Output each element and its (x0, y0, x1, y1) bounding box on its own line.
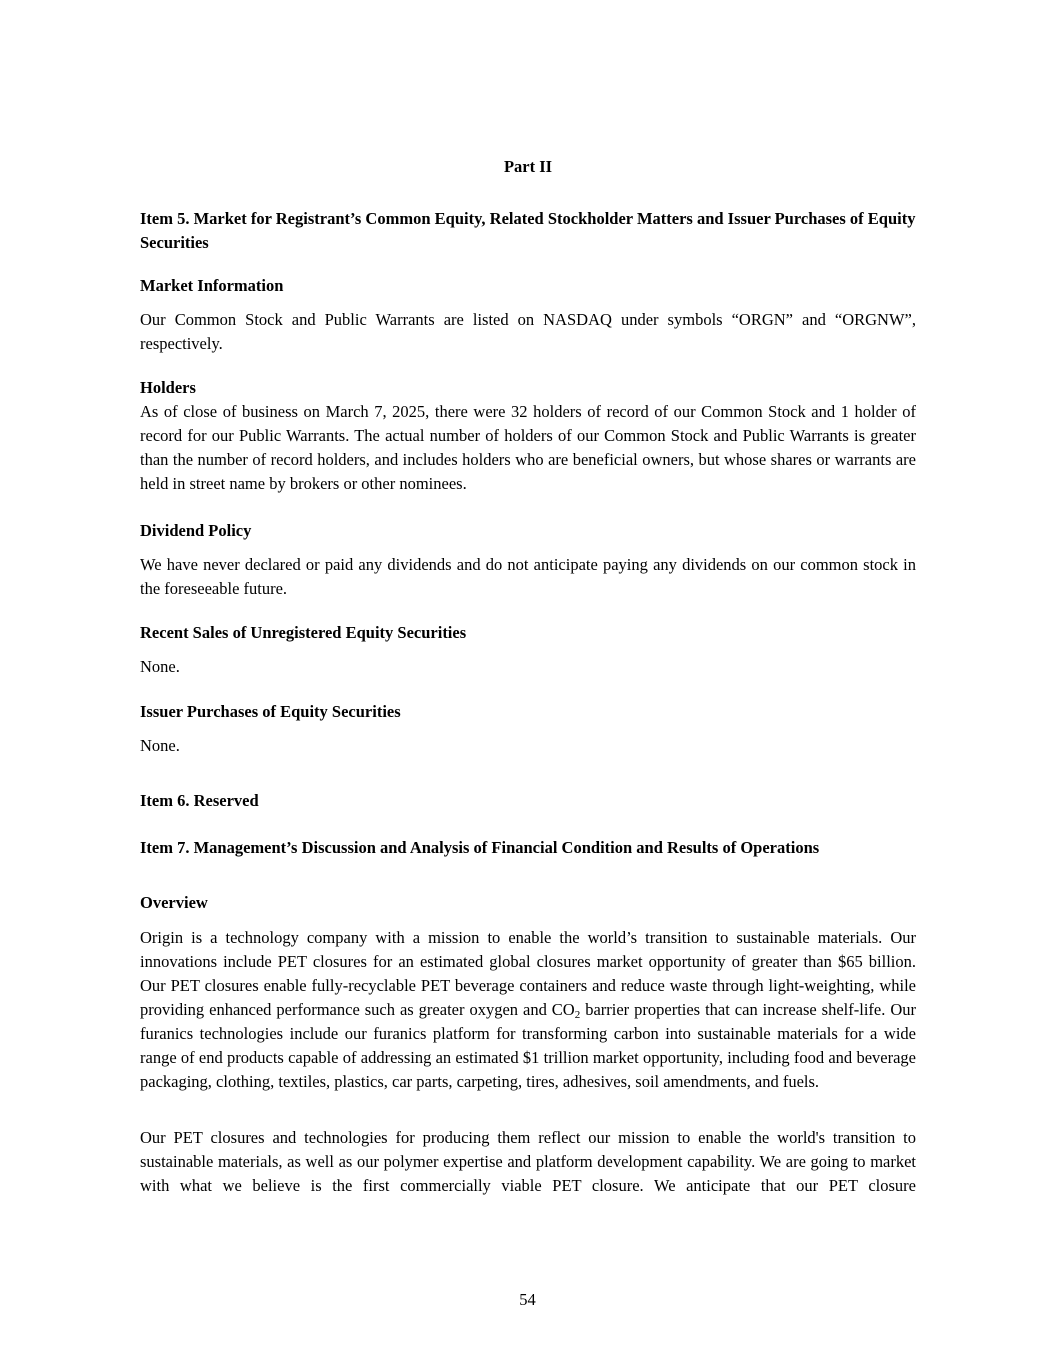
item7-heading: Item 7. Management’s Discussion and Analysis of Financial Condition and Results of Operations (140, 838, 820, 857)
holders-heading: Holders (140, 378, 196, 397)
overview-heading: Overview (140, 893, 208, 912)
item6-heading: Item 6. Reserved (140, 791, 259, 810)
market-information-text: Our Common Stock and Public Warrants are listed on NASDAQ under symbols “ORGN” and “ORGNW”, respectively. (140, 310, 916, 353)
recent-sales-heading: Recent Sales of Unregistered Equity Securities (140, 623, 467, 642)
recent-sales-text: None. (140, 657, 180, 676)
issuer-purchases-text: None. (140, 736, 180, 755)
overview-paragraph-1 (140, 926, 916, 1094)
overview-paragraph-1-part-a: Origin is a technology company with a mission to enable the world’s transition to sustainable materials. Our innovations include PET closures for an estimated global closures market opportunity of greater than $65 billion. Our PET closures enable fully-recyclable PET beverage containers and reduce waste through light-weighting, while providing enhanced performance such as greater oxygen and CO (140, 928, 916, 1019)
issuer-purchases-heading: Issuer Purchases of Equity Securities (140, 702, 401, 721)
holders-text: As of close of business on March 7, 2025, there were 32 holders of record of our Common Stock and 1 holder of record for our Public Warrants. The actual number of holders of our Common Stock and Public Warrants is greater than the number of record holders, and includes holders who are beneficial owners, but whose shares or warrants are held in street name by brokers or other nominees. (140, 402, 916, 493)
part-title: Part II (503, 157, 553, 176)
page-number: 54 (519, 1290, 536, 1309)
dividend-policy-text: We have never declared or paid any dividends and do not anticipate paying any dividends on our common stock in the foreseeable future. (140, 555, 916, 598)
dividend-policy-heading: Dividend Policy (140, 521, 252, 540)
overview-paragraph-2: Our PET closures and technologies for producing them reflect our mission to enable the world's transition to sustainable materials, as well as our polymer expertise and platform development capability. We are going to market with what we believe is the first commercially viable PET closure. We anticipate that our PET closure (140, 1128, 916, 1195)
overview-paragraph-1-part-b: barrier properties that can increase shelf-life. Our furanics technologies include our furanics platform for transforming carbon into sustainable materials for a wide range of end products capable of addressing an estimated $1 trillion market opportunity, including food and beverage packaging, clothing, textiles, plastics, car parts, carpeting, tires, adhesives, soil amendments, and fuels. (140, 1000, 917, 1091)
item5-heading: Item 5. Market for Registrant’s Common Equity, Related Stockholder Matters and Issuer Purchases of Equity Securities (140, 209, 916, 252)
market-information-heading: Market Information (140, 276, 284, 295)
co2-subscript: 2 (574, 1009, 581, 1021)
